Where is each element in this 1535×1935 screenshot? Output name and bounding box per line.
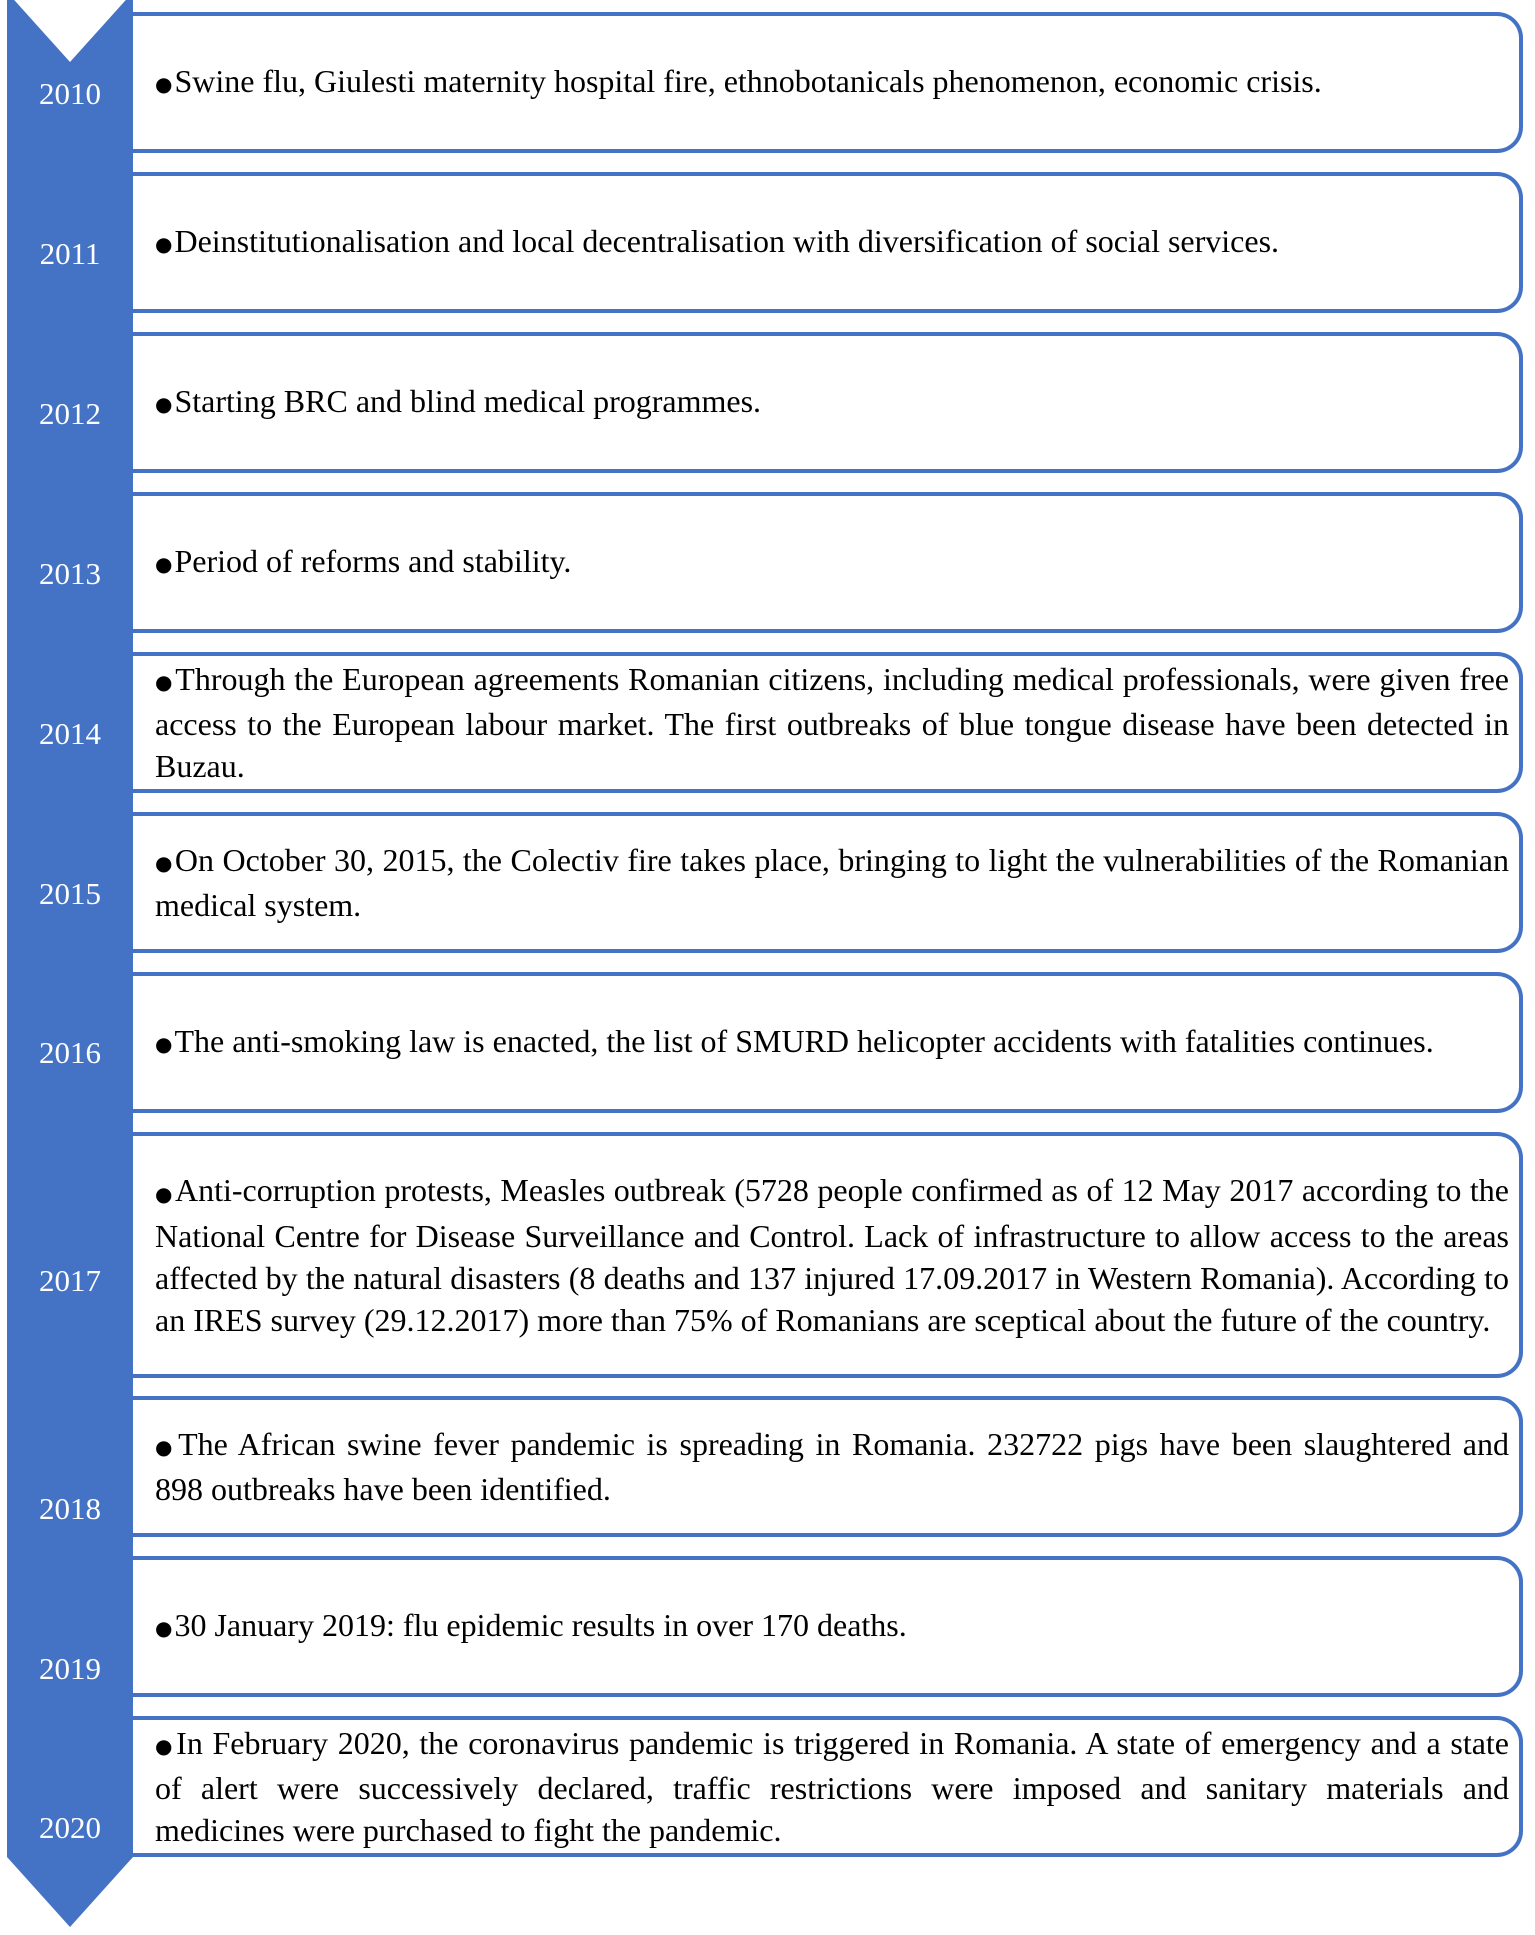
bullet-icon: ● xyxy=(155,552,173,577)
bullet-icon: ● xyxy=(155,1435,177,1460)
event-box xyxy=(133,1556,1523,1697)
bullet-icon: ● xyxy=(155,670,174,695)
year-label: 2013 xyxy=(39,556,101,591)
event-text-container xyxy=(133,1604,1519,1650)
event-text-container xyxy=(133,1169,1519,1341)
year-label: 2015 xyxy=(39,876,101,911)
event-text: Deinstitutionalisation and local decentralisation with diversification of social services. xyxy=(174,222,1280,259)
event-text-container xyxy=(133,658,1519,788)
year-label: 2016 xyxy=(39,1035,101,1070)
year-label: 2014 xyxy=(39,716,101,751)
bullet-icon: ● xyxy=(155,1181,173,1206)
event-text: The African swine fever pandemic is spreading in Romania. 232722 pigs have been slaughtered and 898 outbreaks have been identified. xyxy=(155,1425,1510,1508)
year-label: 2019 xyxy=(39,1651,101,1686)
event-text-container xyxy=(133,1423,1519,1511)
event-box xyxy=(133,1132,1523,1378)
event-text: The anti-smoking law is enacted, the list of SMURD helicopter accidents with fatalities continues. xyxy=(174,1022,1434,1059)
year-label: 2012 xyxy=(39,396,101,431)
event-text-container xyxy=(133,60,1519,106)
year-label: 2020 xyxy=(39,1810,101,1845)
event-box xyxy=(133,332,1523,473)
event-text-container xyxy=(133,839,1519,927)
event-box xyxy=(133,172,1523,313)
event-text: On October 30, 2015, the Colectiv fire takes place, bringing to light the vulnerabilities of the Romanian medical system. xyxy=(155,841,1510,924)
bullet-icon: ● xyxy=(155,392,173,417)
year-label: 2011 xyxy=(39,236,101,271)
event-text: Through the European agreements Romanian citizens, including medical professionals, were given free access to the European labour market. The first outbreaks of blue tongue disease have been detected in Buzau. xyxy=(155,660,1510,785)
event-box xyxy=(133,812,1523,953)
event-text: 30 January 2019: flu epidemic results in over 170 deaths. xyxy=(174,1606,907,1643)
event-text-container xyxy=(133,220,1519,266)
bullet-icon: ● xyxy=(155,232,173,257)
event-box xyxy=(133,12,1523,153)
event-text-container xyxy=(133,380,1519,426)
year-label: 2010 xyxy=(39,76,101,111)
event-text-container xyxy=(133,1722,1519,1852)
event-text: Swine flu, Giulesti maternity hospital fire, ethnobotanicals phenomenon, economic crisis. xyxy=(174,62,1322,99)
event-text: Anti-corruption protests, Measles outbreak (5728 people confirmed as of 12 May 2017 according to the National Centre for Disease Surveillance and Control. Lack of infrastructure to allow access to the areas affected by the natural disasters (8 deaths and 137 injured 17.09.2017 in Western Romania). According to an IRES survey (29.12.2017) more than 75% of Romanians are sceptical about the future of the country. xyxy=(155,1172,1510,1338)
bullet-icon: ● xyxy=(155,851,173,876)
bullet-icon: ● xyxy=(155,1616,173,1641)
bullet-icon: ● xyxy=(155,1734,175,1759)
event-text: In February 2020, the coronavirus pandemic is triggered in Romania. A state of emergency and a state of alert were successively declared, traffic restrictions were imposed and sanitary materials and medicines were purchased to fight the pandemic. xyxy=(155,1724,1510,1849)
bullet-icon: ● xyxy=(155,1032,173,1057)
event-text-container xyxy=(133,540,1519,586)
year-label: 2018 xyxy=(39,1491,101,1526)
event-box xyxy=(133,652,1523,793)
event-box xyxy=(133,1396,1523,1537)
event-text: Starting BRC and blind medical programmes. xyxy=(174,382,762,419)
event-box xyxy=(133,972,1523,1113)
event-box xyxy=(133,492,1523,633)
event-box xyxy=(133,1716,1523,1857)
year-label: 2017 xyxy=(39,1263,101,1298)
event-text-container xyxy=(133,1020,1519,1066)
bullet-icon: ● xyxy=(155,72,173,97)
event-text: Period of reforms and stability. xyxy=(174,542,572,579)
